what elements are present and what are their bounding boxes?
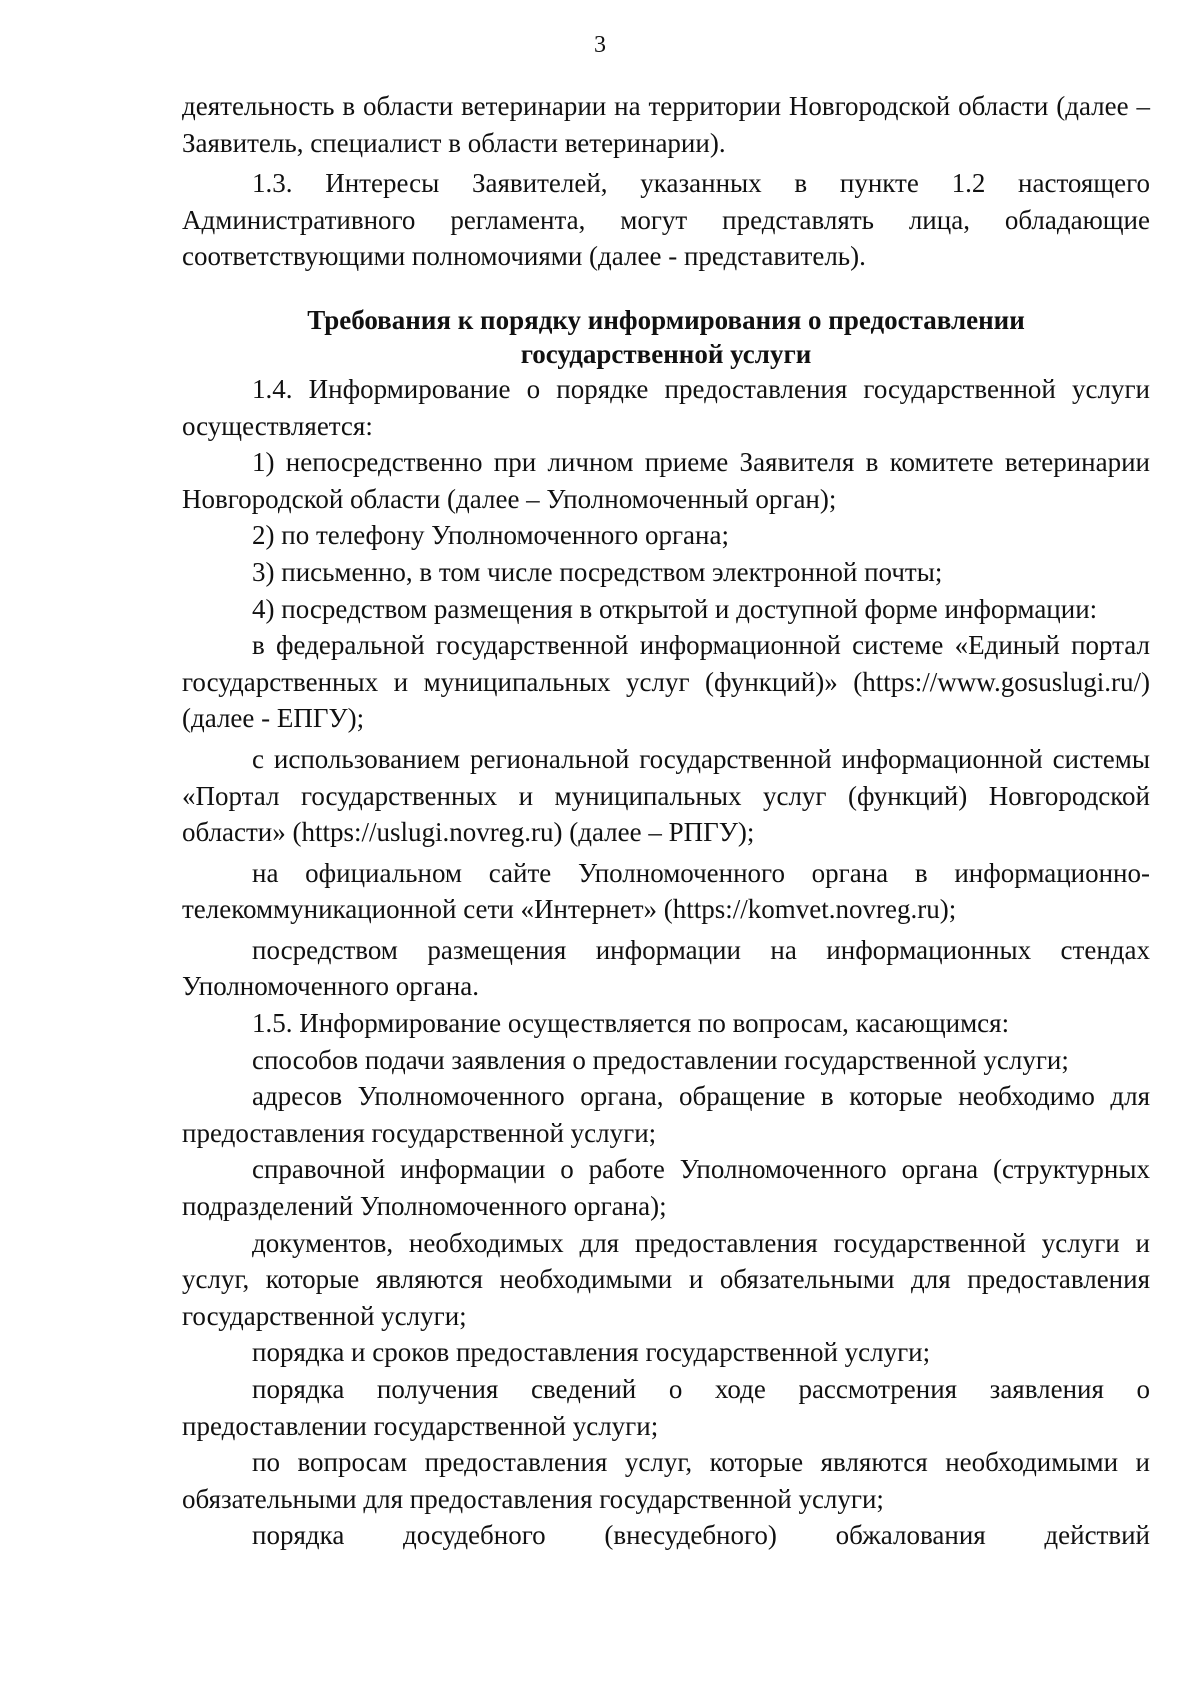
paragraph-official-site: на официальном сайте Уполномоченного органа в информационно-телекоммуникационной сети «Интернет» (https://komvet.novreg.ru);	[182, 857, 1150, 925]
list-item-1: 1) непосредственно при личном приеме Заявителя в комитете ветеринарии Новгородской области (далее – Уполномоченный орган);	[182, 447, 1150, 514]
topic-item-4: документов, необходимых для предоставления государственной услуги и услуг, которые являются необходимыми и обязательными для предоставления государственной услуги;	[182, 1227, 1150, 1331]
list-item-3: 3) письменно, в том числе посредством электронной почты;	[252, 556, 943, 587]
paragraph-info-stands: посредством размещения информации на информационных стендах Уполномоченного органа.	[182, 934, 1150, 1002]
paragraph-epgu: в федеральной государственной информационной системе «Единый портал государственных и муниципальных услуг (функций)» (https://www.gosuslugi.ru/) (далее - ЕПГУ);	[182, 630, 1150, 734]
paragraph-continuation: деятельность в области ветеринарии на территории Новгородской области (далее – Заявитель, специалист в области ветеринарии).	[182, 91, 1150, 158]
topic-item-1: способов подачи заявления о предоставлении государственной услуги;	[252, 1044, 1069, 1075]
section-heading-line-2: государственной услуги	[520, 338, 812, 369]
topic-item-7: по вопросам предоставления услуг, которые являются необходимыми и обязательными для предоставления государственной услуги;	[182, 1447, 1150, 1514]
topic-item-8: порядка досудебного (внесудебного) обжалования действий	[252, 1520, 1150, 1551]
document-body	[182, 88, 1150, 1554]
topic-item-5: порядка и сроков предоставления государственной услуги;	[252, 1337, 931, 1368]
paragraph-1-3: 1.3. Интересы Заявителей, указанных в пункте 1.2 настоящего Административного регламента, могут представлять лица, обладающие соответствующими полномочиями (далее - представитель).	[182, 168, 1150, 272]
paragraph-rpgu: с использованием региональной государственной информационной системы «Портал государственных и муниципальных услуг (функций) Новгородской области» (https://uslugi.novreg.ru) (далее – РПГУ);	[182, 743, 1150, 848]
topic-item-3: справочной информации о работе Уполномоченного органа (структурных подразделений Уполномоченного органа);	[182, 1154, 1150, 1222]
topic-item-6: порядка получения сведений о ходе рассмотрения заявления о предоставлении государственной услуги;	[182, 1374, 1150, 1441]
topic-item-2: адресов Уполномоченного органа, обращение в которые необходимо для предоставления государственной услуги;	[182, 1081, 1150, 1148]
page-number: 3	[594, 32, 606, 58]
section-heading-line-1: Требования к порядку информирования о предоставлении	[307, 304, 1025, 335]
list-item-4: 4) посредством размещения в открытой и доступной форме информации:	[252, 593, 1098, 624]
list-item-2: 2) по телефону Уполномоченного органа;	[252, 520, 729, 551]
paragraph-1-5: 1.5. Информирование осуществляется по вопросам, касающимся:	[252, 1008, 1010, 1039]
section-heading	[182, 303, 1150, 371]
paragraph-1-4: 1.4. Информирование о порядке предоставления государственной услуги осуществляется:	[182, 373, 1150, 441]
